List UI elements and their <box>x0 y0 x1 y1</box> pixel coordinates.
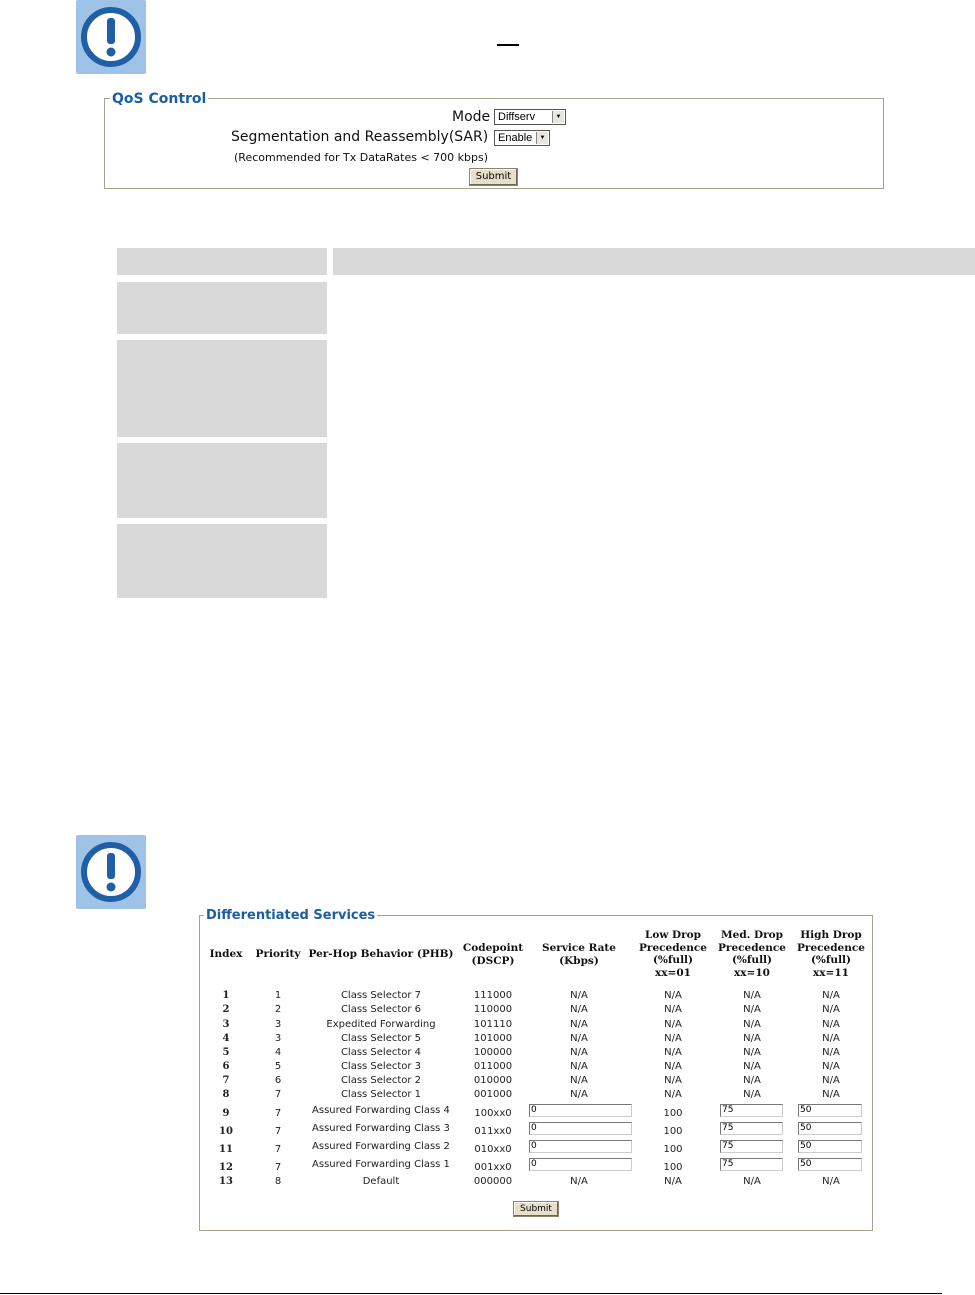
row-phb: Class Selector 4 <box>340 1047 422 1058</box>
row-high-drop: N/A <box>822 1033 840 1044</box>
high-drop-input[interactable]: 50 <box>798 1158 862 1171</box>
row-service-rate: N/A <box>570 1075 588 1086</box>
row-priority: 3 <box>274 1033 282 1044</box>
row-service-rate: N/A <box>570 1033 588 1044</box>
row-low-drop: N/A <box>664 990 682 1001</box>
mode-label: Mode <box>452 109 491 125</box>
row-index: 9 <box>222 1108 230 1119</box>
service-rate-input[interactable]: 0 <box>529 1104 632 1117</box>
qos-submit-button[interactable]: Submit <box>469 168 518 186</box>
sar-select-value: Enable <box>498 132 533 144</box>
row-high-drop: N/A <box>822 1047 840 1058</box>
row-low-drop: N/A <box>664 1176 682 1187</box>
table-header-cell <box>333 248 975 275</box>
table-row-label-cell <box>117 524 327 598</box>
header-low-drop-line: Precedence <box>639 941 707 954</box>
high-drop-input[interactable]: 50 <box>798 1104 862 1117</box>
row-dscp: 001000 <box>473 1089 513 1100</box>
row-low-drop: 100 <box>663 1108 683 1119</box>
med-drop-input[interactable]: 75 <box>720 1104 783 1117</box>
row-index: 7 <box>222 1075 230 1086</box>
row-phb: Assured Forwarding Class 3 <box>312 1123 450 1134</box>
row-phb: Expedited Forwarding <box>326 1019 436 1030</box>
sar-recommendation-note: (Recommended for Tx DataRates < 700 kbps) <box>234 151 489 164</box>
row-low-drop: N/A <box>664 1061 682 1072</box>
row-low-drop: N/A <box>664 1019 682 1030</box>
row-low-drop: N/A <box>664 1075 682 1086</box>
high-drop-input[interactable]: 50 <box>798 1122 862 1135</box>
header-codepoint <box>458 942 528 967</box>
header-med-drop-line: (%full) <box>731 954 773 966</box>
row-index: 10 <box>219 1126 233 1137</box>
row-phb: Class Selector 5 <box>340 1033 422 1044</box>
row-phb: Assured Forwarding Class 4 <box>312 1105 450 1116</box>
row-phb: Class Selector 1 <box>340 1089 422 1100</box>
row-high-drop: N/A <box>822 1075 840 1086</box>
header-service-rate-line: Service Rate <box>542 942 616 954</box>
row-index: 1 <box>222 990 230 1001</box>
underline-mark <box>497 44 519 46</box>
row-low-drop: 100 <box>663 1144 683 1155</box>
med-drop-input[interactable]: 75 <box>720 1122 783 1135</box>
row-low-drop: 100 <box>663 1162 683 1173</box>
row-phb: Assured Forwarding Class 2 <box>312 1141 450 1152</box>
row-dscp: 010xx0 <box>474 1144 512 1155</box>
row-med-drop: N/A <box>743 1075 761 1086</box>
row-dscp: 110000 <box>473 1004 513 1015</box>
row-service-rate: N/A <box>570 990 588 1001</box>
row-phb: Class Selector 6 <box>340 1004 422 1015</box>
row-dscp: 100000 <box>473 1047 513 1058</box>
chevron-down-icon: ▼ <box>536 132 548 144</box>
row-low-drop: N/A <box>664 1004 682 1015</box>
header-med-drop-line: Precedence <box>718 941 786 954</box>
row-high-drop: N/A <box>822 1176 840 1187</box>
ds-submit-button[interactable]: Submit <box>513 1201 559 1217</box>
row-med-drop: N/A <box>743 1176 761 1187</box>
row-priority: 7 <box>274 1089 282 1100</box>
row-med-drop: N/A <box>743 1047 761 1058</box>
row-dscp: 000000 <box>473 1176 513 1187</box>
row-phb: Class Selector 2 <box>340 1075 422 1086</box>
med-drop-input[interactable]: 75 <box>720 1158 783 1171</box>
row-med-drop: N/A <box>743 1033 761 1044</box>
header-service-rate <box>536 942 622 967</box>
row-high-drop: N/A <box>822 990 840 1001</box>
service-rate-input[interactable]: 0 <box>529 1158 632 1171</box>
service-rate-input[interactable]: 0 <box>529 1140 632 1153</box>
row-dscp: 001xx0 <box>474 1162 512 1173</box>
table-row-label-cell <box>117 340 327 437</box>
header-med-drop <box>715 929 789 979</box>
row-phb: Class Selector 7 <box>340 990 422 1001</box>
row-index: 13 <box>219 1176 233 1187</box>
high-drop-input[interactable]: 50 <box>798 1140 862 1153</box>
row-phb: Default <box>362 1176 400 1187</box>
header-index: Index <box>209 948 243 960</box>
row-dscp: 100xx0 <box>474 1108 512 1119</box>
row-dscp: 111000 <box>473 990 513 1001</box>
header-codepoint-line: (DSCP) <box>471 954 515 967</box>
row-high-drop: N/A <box>822 1019 840 1030</box>
table-row-label-cell <box>117 282 327 334</box>
row-med-drop: N/A <box>743 1004 761 1015</box>
header-med-drop-line: xx=10 <box>734 966 770 979</box>
service-rate-input[interactable]: 0 <box>529 1122 632 1135</box>
header-high-drop-line: xx=11 <box>813 966 849 979</box>
page-footer-rule <box>0 1293 942 1294</box>
row-priority: 6 <box>274 1075 282 1086</box>
row-service-rate: N/A <box>570 1004 588 1015</box>
header-low-drop-line: (%full) <box>652 954 694 966</box>
table-row-label-cell <box>117 443 327 518</box>
header-high-drop-line: Precedence <box>797 941 865 954</box>
sar-select[interactable] <box>494 130 550 146</box>
row-priority: 4 <box>274 1047 282 1058</box>
row-priority: 3 <box>274 1019 282 1030</box>
row-priority: 8 <box>274 1176 282 1187</box>
header-low-drop <box>636 929 710 979</box>
row-index: 12 <box>219 1162 233 1173</box>
sar-label: Segmentation and Reassembly(SAR) <box>231 129 489 145</box>
header-service-rate-line: (Kbps) <box>559 954 599 967</box>
header-codepoint-line: Codepoint <box>462 942 524 954</box>
row-index: 4 <box>222 1033 230 1044</box>
header-med-drop-line: Med. Drop <box>721 929 783 941</box>
row-dscp: 010000 <box>473 1075 513 1086</box>
mode-select-value: Diffserv <box>498 111 536 123</box>
table-header-cell <box>117 248 327 275</box>
row-phb: Assured Forwarding Class 1 <box>312 1159 450 1170</box>
row-high-drop: N/A <box>822 1061 840 1072</box>
row-index: 5 <box>222 1047 230 1058</box>
row-service-rate: N/A <box>570 1089 588 1100</box>
differentiated-services-legend: Differentiated Services <box>206 908 376 923</box>
row-dscp: 011000 <box>473 1061 513 1072</box>
header-high-drop-line: High Drop <box>800 929 862 941</box>
row-index: 11 <box>219 1144 233 1155</box>
row-index: 6 <box>222 1061 230 1072</box>
row-med-drop: N/A <box>743 1089 761 1100</box>
row-med-drop: N/A <box>743 1019 761 1030</box>
med-drop-input[interactable]: 75 <box>720 1140 783 1153</box>
header-low-drop-line: xx=01 <box>655 966 691 979</box>
row-med-drop: N/A <box>743 990 761 1001</box>
important-note-icon <box>76 835 146 909</box>
row-low-drop: N/A <box>664 1033 682 1044</box>
row-dscp: 101110 <box>473 1019 513 1030</box>
header-high-drop <box>794 929 868 979</box>
row-priority: 1 <box>274 990 282 1001</box>
row-service-rate: N/A <box>570 1019 588 1030</box>
row-service-rate: N/A <box>570 1176 588 1187</box>
qos-control-legend: QoS Control <box>112 91 207 107</box>
mode-select[interactable] <box>494 109 566 125</box>
row-dscp: 101000 <box>473 1033 513 1044</box>
row-low-drop: N/A <box>664 1089 682 1100</box>
row-high-drop: N/A <box>822 1004 840 1015</box>
row-index: 2 <box>222 1004 230 1015</box>
row-med-drop: N/A <box>743 1061 761 1072</box>
row-index: 3 <box>222 1019 230 1030</box>
header-high-drop-line: (%full) <box>810 954 852 966</box>
row-priority: 7 <box>274 1144 282 1155</box>
row-high-drop: N/A <box>822 1089 840 1100</box>
header-phb: Per-Hop Behavior (PHB) <box>308 948 454 960</box>
row-priority: 7 <box>274 1162 282 1173</box>
row-phb: Class Selector 3 <box>340 1061 422 1072</box>
chevron-down-icon: ▼ <box>552 111 564 123</box>
row-priority: 7 <box>274 1108 282 1119</box>
row-priority: 7 <box>274 1126 282 1137</box>
header-low-drop-line: Low Drop <box>644 929 702 941</box>
row-index: 8 <box>222 1089 230 1100</box>
row-low-drop: N/A <box>664 1047 682 1058</box>
row-priority: 2 <box>274 1004 282 1015</box>
row-priority: 5 <box>274 1061 282 1072</box>
row-low-drop: 100 <box>663 1126 683 1137</box>
row-service-rate: N/A <box>570 1047 588 1058</box>
row-service-rate: N/A <box>570 1061 588 1072</box>
header-priority: Priority <box>255 948 301 960</box>
important-note-icon <box>76 0 146 74</box>
row-dscp: 011xx0 <box>474 1126 512 1137</box>
